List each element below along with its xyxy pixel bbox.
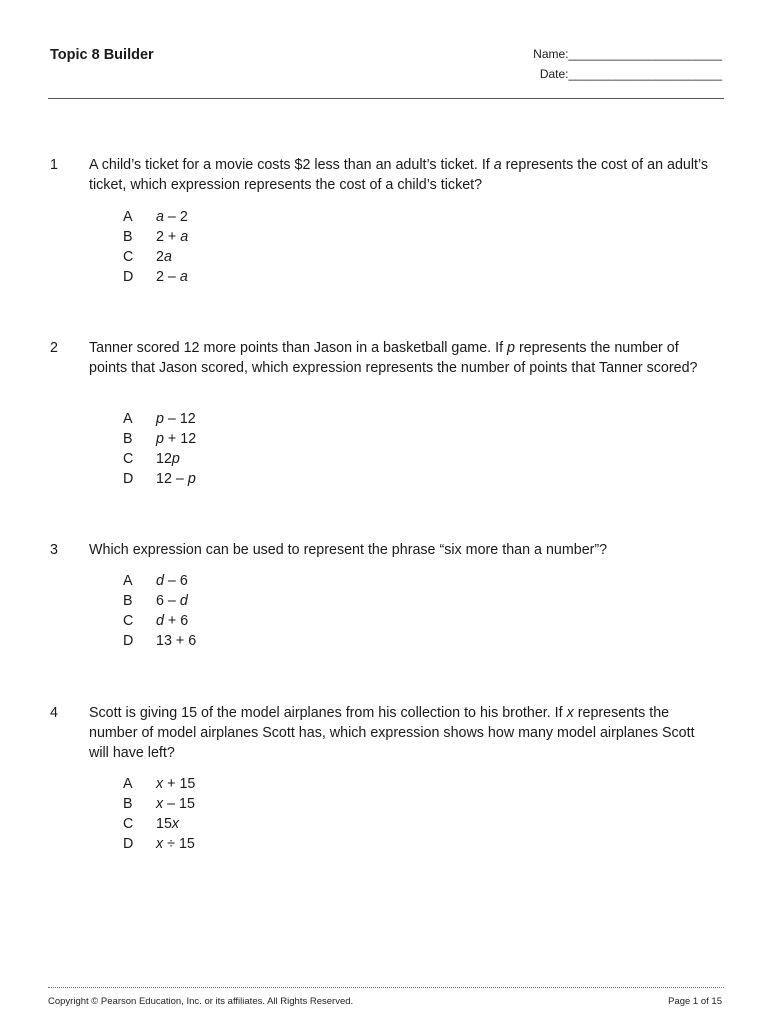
choice-a [0, 409, 770, 429]
question-text: Which expression can be used to represent the phrase “six more than a number”? [89, 542, 608, 558]
choice-c [0, 611, 770, 631]
choice-expression: p – 12 [156, 411, 196, 427]
choice-expression: 2 + a [156, 229, 189, 245]
choice-letter: C [123, 816, 134, 832]
question-number: 4 [50, 705, 58, 721]
choice-expression: a – 2 [156, 209, 188, 225]
choice-b [0, 591, 770, 611]
footer-divider [48, 987, 724, 988]
choice-letter: B [123, 229, 133, 245]
question-number: 3 [50, 542, 58, 558]
question-text: Tanner scored 12 more points than Jason in a basketball game. If p represents the number of points that Jason scored, which expression represents the number of points that Tanner scored? [89, 340, 698, 376]
choice-letter: D [123, 633, 134, 649]
choice-letter: C [123, 613, 134, 629]
question-number: 1 [50, 157, 58, 173]
choice-letter: B [123, 593, 133, 609]
choice-letter: B [123, 796, 133, 812]
choice-a [0, 207, 770, 227]
choice-letter: A [123, 209, 133, 225]
name-field-label: Name:_______________________ [533, 47, 722, 61]
header-divider [48, 98, 724, 99]
choice-letter: D [123, 471, 134, 487]
choice-letter: A [123, 776, 133, 792]
choice-expression: d + 6 [156, 613, 189, 629]
choice-letter: D [123, 269, 134, 285]
choice-letter: A [123, 411, 133, 427]
page-title: Topic 8 Builder [50, 47, 154, 63]
choice-c [0, 814, 770, 834]
choice-letter: C [123, 249, 134, 265]
choice-d [0, 267, 770, 287]
choice-a [0, 774, 770, 794]
choice-c [0, 449, 770, 469]
date-field-label: Date:_______________________ [539, 67, 722, 81]
choice-letter: B [123, 431, 133, 447]
choice-d [0, 631, 770, 651]
choice-expression: x + 15 [156, 776, 196, 792]
choice-b [0, 227, 770, 247]
question-text: Scott is giving 15 of the model airplanes from his collection to his brother. If x represents the number of model airplanes Scott has, which expression shows how many model airplanes Scott will have left? [89, 705, 695, 761]
choice-letter: C [123, 451, 134, 467]
choice-b [0, 794, 770, 814]
choice-expression: 15x [156, 816, 180, 832]
page-number: Page 1 of 15 [668, 996, 722, 1007]
question-number: 2 [50, 340, 58, 356]
choice-d [0, 469, 770, 489]
choice-d [0, 834, 770, 854]
choice-expression: 2a [156, 249, 172, 265]
choice-c [0, 247, 770, 267]
copyright-notice: Copyright © Pearson Education, Inc. or its affiliates. All Rights Reserved. [48, 996, 354, 1007]
choice-expression: 12p [156, 451, 180, 467]
choice-a [0, 571, 770, 591]
choice-expression: 6 – d [156, 593, 188, 609]
choice-expression: p + 12 [156, 431, 197, 447]
choice-b [0, 429, 770, 449]
choice-letter: D [123, 836, 134, 852]
choice-expression: 12 – p [156, 471, 196, 487]
choice-letter: A [123, 573, 133, 589]
question-text: A child’s ticket for a movie costs $2 less than an adult’s ticket. If a represents the cost of an adult’s ticket, which expression represents the cost of a child’s ticket? [89, 157, 709, 193]
choice-expression: x – 15 [156, 796, 195, 812]
choice-expression: d – 6 [156, 573, 188, 589]
choice-expression: 2 – a [156, 269, 188, 285]
choice-expression: x ÷ 15 [156, 836, 195, 852]
choice-expression: 13 + 6 [156, 633, 197, 649]
